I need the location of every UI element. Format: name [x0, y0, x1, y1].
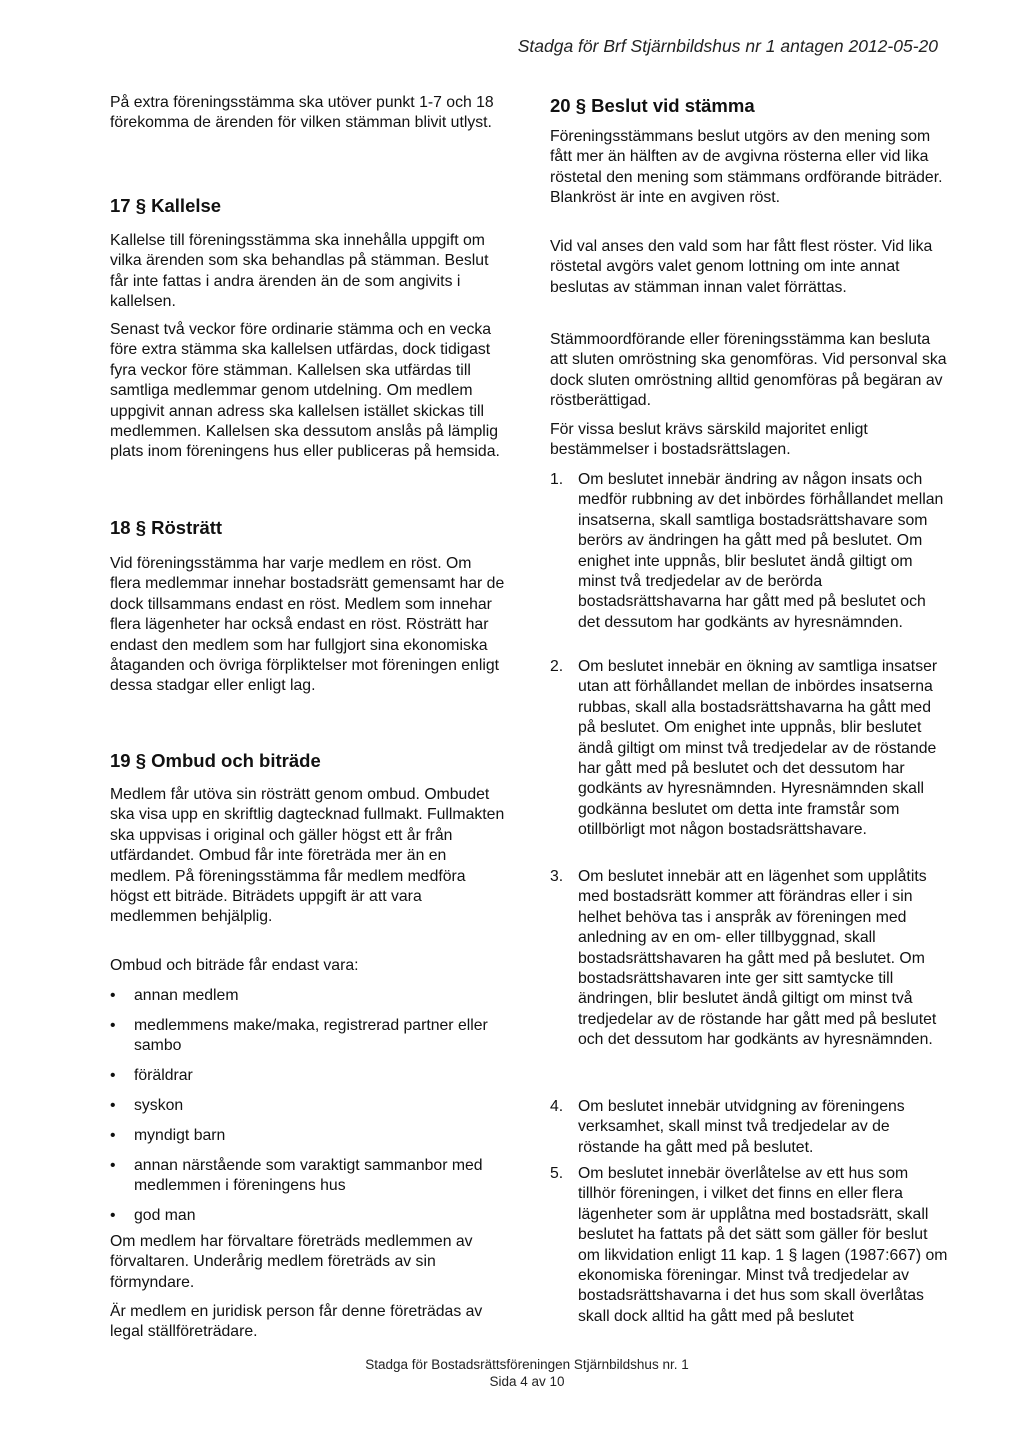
section-20-paragraph-1: Föreningsstämmans beslut utgörs av den mening som fått mer än hälften av de avgivna rösterna eller vid lika röstetal den mening som stämmans ordförande biträder. Blankröst är inte en avgiven röst.: [550, 128, 943, 207]
page-header: Stadga för Brf Stjärnbildshus nr 1 antagen 2012-05-20: [517, 36, 938, 56]
page-number: Sida 4 av 10: [489, 1373, 565, 1389]
section-17-heading: 17 § Kallelse: [110, 195, 222, 216]
section-18-paragraph-1: Vid föreningsstämma har varje medlem en röst. Om flera medlemmar innehar bostadsrätt gemensamt har de dock tillsammans endast en röst. Medlem som innehar flera lägenheter har också endast en röst. Rösträtt har endast den medlem som har fullgjort sina ekonomiska åtaganden och övriga förpliktelser mot föreningen enligt dessa stadgar eller enligt lag.: [110, 555, 505, 695]
section-17-paragraph-1: Kallelse till föreningsstämma ska innehålla uppgift om vilka ärenden som ska behandlas på stämman. Beslut får inte fattas i andra ärenden än de som angivits i kallelsen.: [110, 232, 489, 311]
list-item: 2. Om beslutet innebär en ökning av samtliga insatser utan att förhållandet mellan de inbördes insatserna rubbas, skall alla bostadsrättshavarna ha gått med på beslutet. Om enighet inte uppnås, blir beslutet ändå giltigt om minst två tredjedelar av de röstande har gått med på beslutet och det dessutom har godkänts av hyresnämnden. Hyresnämnden skall godkänna beslutet om detta inte framstår som otillbörligt mot någon bostadsrättshavare.: [550, 658, 938, 839]
page-footer: [0, 1357, 1024, 1390]
section-20-heading: 20 § Beslut vid stämma: [550, 95, 755, 116]
list-item: • myndigt barn: [110, 1127, 226, 1144]
list-item: • medlemmens make/maka, registrerad partner eller sambo: [110, 1017, 488, 1055]
section-19-heading: 19 § Ombud och biträde: [110, 750, 321, 771]
section-20-paragraph-3: Stämmoordförande eller föreningsstämma kan besluta att sluten omröstning ska genomföras. Vid personval ska dock sluten omröstning alltid genomföras på begäran av röstberättigad.: [550, 331, 947, 410]
section-17-paragraph-2: Senast två veckor före ordinarie stämma och en vecka före extra stämma ska kallelsen utfärdas, dock tidigast fyra veckor före stämman. Kallelsen ska utfärdas till samtliga medlemmar genom utdelning. Om medlem uppgivit annan adress ska kallelsen istället skickas till medlemmen. Kallelsen ska dessutom anslås på lämplig plats inom föreningens hus eller publiceras på hemsida.: [110, 321, 500, 461]
intro-paragraph: På extra föreningsstämma ska utöver punkt 1-7 och 18 förekomma de ärenden för vilken stämman blivit utlyst.: [110, 94, 494, 132]
list-item: 1. Om beslutet innebär ändring av någon insats och medför rubbning av det inbördes förhållandet mellan insatserna, skall samtliga bostadsrättshavare som berörs av ändringen ha gått med på beslutet. Om enighet inte uppnås, blir beslutet ändå giltigt om minst två tredjedelar av de berörda bostadsrättshavarna har gått med på beslutet och det dessutom har godkänts av hyresnämnden.: [550, 471, 944, 631]
section-19-paragraph-1: Medlem får utöva sin rösträtt genom ombud. Ombudet ska visa upp en skriftlig dagtecknad fullmakt. Fullmakten ska uppvisas i original och gäller högst ett år från utfärdandet. Ombud får inte företräda mer än en medlem. På föreningsstämma får medlem medföra högst ett biträde. Biträdets uppgift är att vara medlemmen behjälplig.: [110, 786, 505, 926]
section-19-paragraph-4: Är medlem en juridisk person får denne företrädas av legal ställföreträdare.: [110, 1303, 483, 1341]
list-item: • syskon: [110, 1097, 184, 1114]
section-20-paragraph-2: Vid val anses den vald som har fått flest röster. Vid lika röstetal avgörs valet genom lottning om inte annat beslutas av stämman innan valet förrättas.: [550, 238, 933, 296]
section-19-paragraph-2: Ombud och biträde får endast vara:: [110, 957, 359, 974]
list-item: • annan medlem: [110, 987, 239, 1004]
list-item: • annan närstående som varaktigt sammanbor med medlemmen i föreningens hus: [110, 1157, 483, 1195]
footer-title: Stadga för Bostadsrättsföreningen Stjärnbildshus nr. 1: [365, 1357, 689, 1372]
list-item: 3. Om beslutet innebär att en lägenhet som upplåtits med bostadsrätt kommer att förändras eller i sin helhet behöva tas i anspråk av föreningen med anledning av en om- eller tillbyggnad, skall bostadsrättshavaren ha gått med på beslutet. Om bostadsrättshavaren inte ger sitt samtycke till ändringen, blir beslutet ändå giltigt om minst två tredjedelar av de röstande har gått med på beslutet och det dessutom har godkänts av hyresnämnden.: [550, 868, 937, 1049]
list-item: 5. Om beslutet innebär överlåtelse av ett hus som tillhör föreningen, i vilket det finns en eller flera lägenheter som är upplåtna med bostadsrätt, skall beslutet ha fattats på det sätt som gäller för beslut om likvidation enligt 11 kap. 1 § lagen (1987:667) om ekonomiska föreningar. Minst två tredjedelar av bostadsrättshavarna i det hus som skall överlåtas skall dock alltid ha gått med på beslutet: [550, 1165, 948, 1325]
section-18-heading: 18 § Rösträtt: [110, 517, 223, 538]
section-19-paragraph-3: Om medlem har förvaltare företräds medlemmen av förvaltaren. Underårig medlem företräds av sin förmyndare.: [110, 1233, 473, 1291]
list-item: • god man: [110, 1207, 196, 1224]
list-item: • föräldrar: [110, 1067, 193, 1084]
section-20-paragraph-4: För vissa beslut krävs särskild majoritet enligt bestämmelser i bostadsrättslagen.: [550, 421, 868, 459]
list-item: 4. Om beslutet innebär utvidgning av föreningens verksamhet, skall minst två tredjedelar av de röstande ha gått med på beslutet.: [550, 1098, 905, 1156]
